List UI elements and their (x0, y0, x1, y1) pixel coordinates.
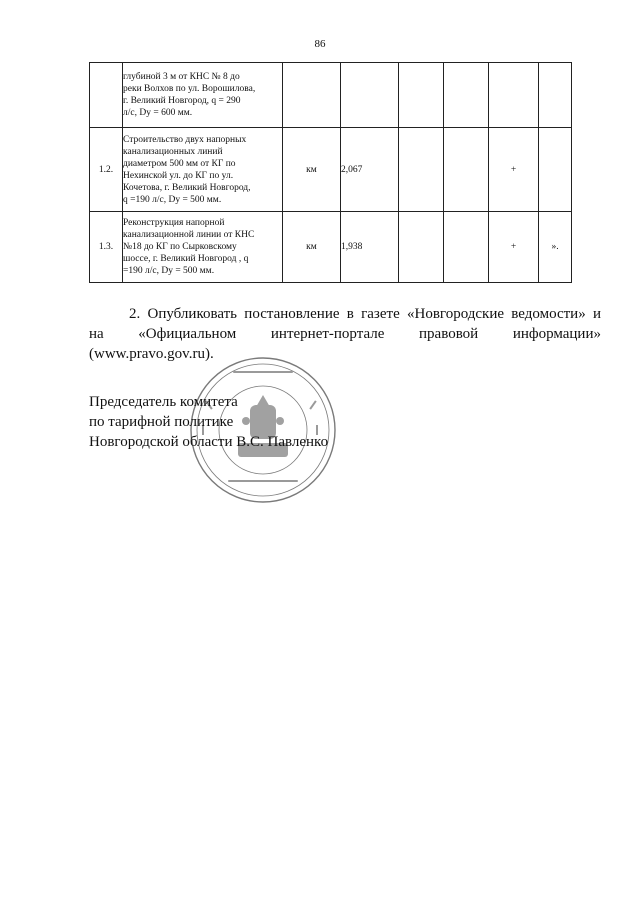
empty-cell (399, 128, 444, 212)
table-row (90, 128, 572, 212)
paragraph-line: (www.pravo.gov.ru). (89, 346, 214, 362)
empty-cell (399, 63, 444, 128)
row-description (123, 128, 283, 212)
row-description (123, 63, 283, 128)
signature-block (89, 392, 328, 452)
row-number: 1.2. (90, 128, 123, 212)
works-table (89, 62, 572, 283)
signature-line: Председатель комитета (89, 394, 238, 410)
row-close (539, 63, 572, 128)
table-row (90, 212, 572, 283)
row-unit (283, 63, 341, 128)
row-value: 1,938 (341, 212, 399, 283)
description-line: q =190 л/с, Dy = 500 мм. (123, 194, 222, 205)
row-value: 2,067 (341, 128, 399, 212)
row-close: ». (539, 212, 572, 283)
description-line: канализационной линии от КНС (123, 230, 255, 240)
row-mark: + (489, 212, 539, 283)
empty-cell (444, 63, 489, 128)
page-number: 86 (314, 38, 326, 50)
description-line: канализационных линий (123, 146, 223, 157)
empty-cell (444, 212, 489, 283)
empty-cell (399, 212, 444, 283)
description-line: глубиной 3 м от КНС № 8 до (123, 72, 240, 82)
row-mark (489, 63, 539, 128)
row-unit: км (283, 128, 341, 212)
empty-cell (444, 128, 489, 212)
publication-paragraph (89, 304, 601, 364)
description-line: г. Великий Новгород, q = 290 (123, 96, 241, 106)
description-line: Строительство двух напорных (123, 134, 247, 145)
row-description (123, 212, 283, 283)
description-line: диаметром 500 мм от КГ по (123, 158, 236, 169)
description-line: =190 л/с, Dy = 500 мм. (123, 266, 215, 276)
paragraph-line: на «Официальном интернет-портале правовой информации» (89, 326, 601, 342)
description-line: Кочетова, г. Великий Новгород, (123, 182, 251, 193)
description-line: Нехинской ул. до КГ по ул. (123, 170, 234, 181)
row-unit: км (283, 212, 341, 283)
row-close (539, 128, 572, 212)
row-value (341, 63, 399, 128)
paragraph-line: 2. Опубликовать постановление в газете «Новгородские ведомости» и (129, 306, 601, 322)
description-line: Реконструкция напорной (123, 218, 225, 228)
description-line: шоссе, г. Великий Новгород , q (123, 254, 249, 264)
row-number (90, 63, 123, 128)
signature-line: по тарифной политике (89, 414, 234, 430)
description-line: реки Волхов по ул. Ворошилова, (123, 84, 256, 94)
table-row (90, 63, 572, 128)
description-line: л/с, Dy = 600 мм. (123, 108, 193, 118)
row-mark: + (489, 128, 539, 212)
signature-line: Новгородской области В.С. Павленко (89, 434, 329, 450)
row-number: 1.3. (90, 212, 123, 283)
description-line: №18 до КГ по Сырковскому (123, 242, 237, 252)
